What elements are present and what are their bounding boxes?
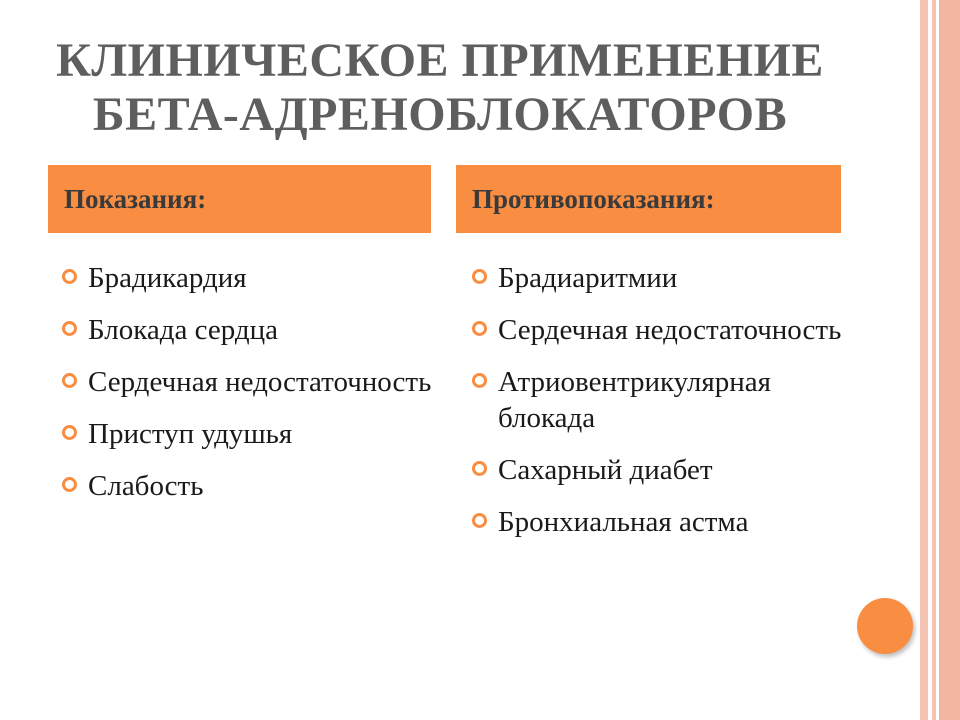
slide-title <box>0 34 880 142</box>
list-item <box>472 504 872 540</box>
contraindications-list <box>472 260 872 556</box>
list-item-text: Брадиаритмии <box>498 262 678 294</box>
list-item-text: Сердечная недостаточность <box>498 314 842 346</box>
indications-list <box>62 260 432 520</box>
bullet-circle-icon <box>62 425 77 440</box>
list-item-text: Атриовентрикулярная блокада <box>498 366 771 434</box>
bullet-circle-icon <box>62 477 77 492</box>
list-item-text: Слабость <box>88 470 204 502</box>
list-item <box>62 416 432 452</box>
list-item-text: Сердечная недостаточность <box>88 366 432 398</box>
list-item <box>472 312 872 348</box>
list-item <box>472 364 872 436</box>
bullet-circle-icon <box>62 373 77 388</box>
bullet-circle-icon <box>472 373 487 388</box>
list-item-text: Бронхиальная астма <box>498 506 749 538</box>
slide-title-line-2: БЕТА-АДРЕНОБЛОКАТОРОВ <box>92 88 788 141</box>
bullet-circle-icon <box>472 269 487 284</box>
bullet-circle-icon <box>472 321 487 336</box>
list-item-text: Блокада сердца <box>88 314 279 346</box>
bullet-circle-icon <box>62 321 77 336</box>
contraindications-header: Противопоказания: <box>456 165 841 233</box>
bullet-circle-icon <box>472 513 487 528</box>
list-item <box>62 468 432 504</box>
list-item <box>62 312 432 348</box>
list-item <box>62 364 432 400</box>
decorative-orange-circle <box>857 598 913 654</box>
list-item <box>62 260 432 296</box>
list-item-text: Сахарный диабет <box>498 454 713 486</box>
decorative-side-stripes <box>920 0 960 720</box>
list-item <box>472 260 872 296</box>
slide-title-line-1: КЛИНИЧЕСКОЕ ПРИМЕНЕНИЕ <box>56 34 824 87</box>
bullet-circle-icon <box>62 269 77 284</box>
list-item-text: Брадикардия <box>88 262 247 294</box>
list-item <box>472 452 872 488</box>
list-item-text: Приступ удушья <box>88 418 293 450</box>
bullet-circle-icon <box>472 461 487 476</box>
indications-header: Показания: <box>48 165 431 233</box>
